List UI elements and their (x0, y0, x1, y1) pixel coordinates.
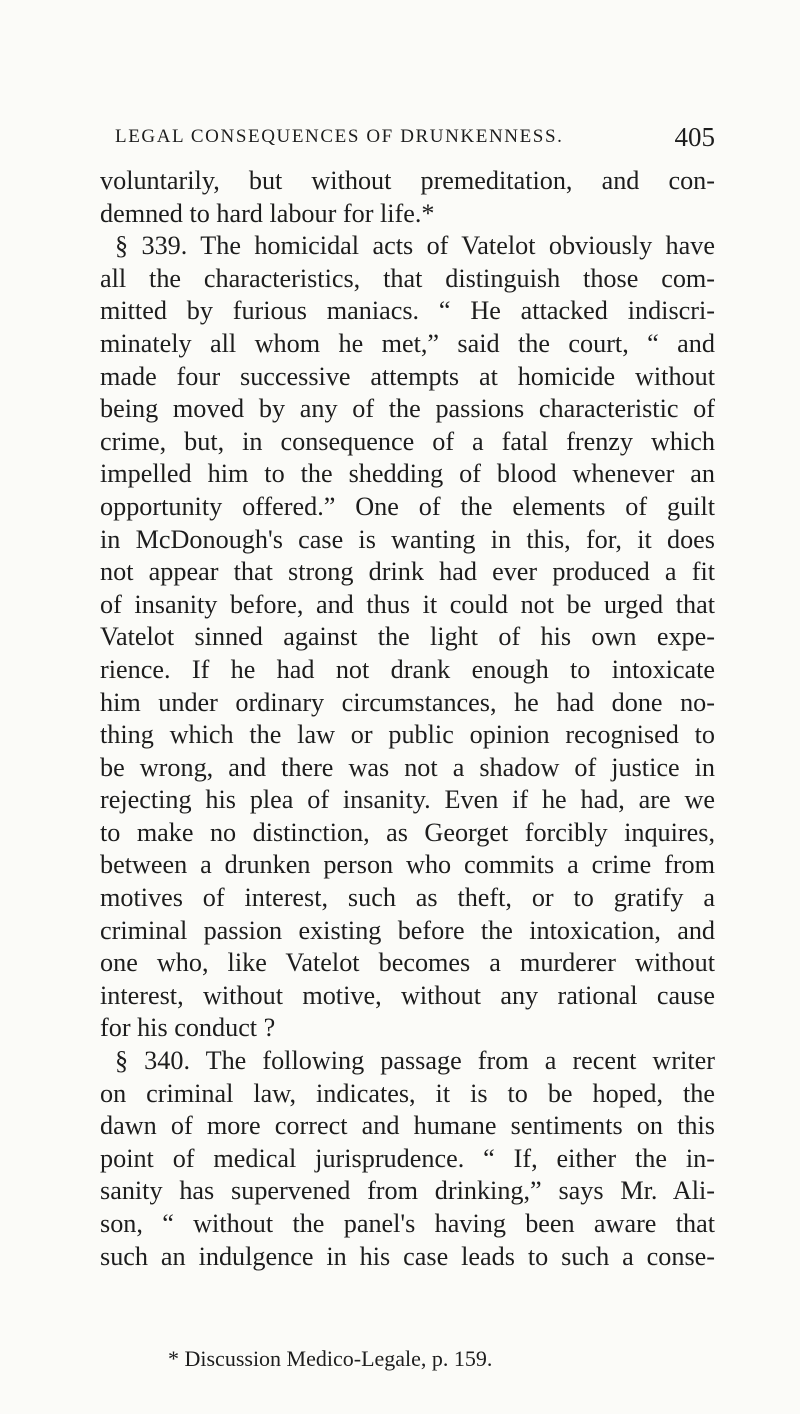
text-line: such an indulgence in his case leads to such a conse- (100, 1241, 715, 1271)
body-text (100, 165, 715, 1273)
text-line: on criminal law, indicates, it is to be hoped, the (100, 1078, 715, 1108)
text-line: being moved by any of the passions characteristic of (100, 394, 715, 424)
text-line: opportunity offered.” One of the elements of guilt (100, 491, 715, 521)
text-line: voluntarily, but without premeditation, and con- (100, 166, 715, 195)
text-line: minately all whom he met,” said the court, “ and (100, 328, 715, 358)
text-line: between a drunken person who commits a crime from (100, 850, 715, 880)
footnote: * Discussion Medico-Legale, p. 159. (168, 1346, 493, 1371)
text-line: one who, like Vatelot becomes a murderer without (100, 948, 715, 978)
text-line: impelled him to the shedding of blood whenever an (100, 459, 715, 489)
text-line: § 339. The homicidal acts of Vatelot obviously have (115, 231, 715, 261)
text-line: son, “ without the panel's having been aware that (100, 1209, 715, 1238)
page-number: 405 (674, 122, 715, 152)
text-line: to make no distinction, as Georget forcibly inquires, (100, 817, 715, 847)
text-line: criminal passion existing before the intoxication, and (100, 915, 715, 945)
text-line: point of medical jurisprudence. “ If, either the in- (100, 1143, 715, 1173)
text-line: him under ordinary circumstances, he had done no- (100, 687, 715, 717)
text-line: all the characteristics, that distinguish those com- (100, 263, 715, 293)
text-line: motives of interest, such as theft, or to gratify a (100, 883, 715, 913)
text-line: Vatelot sinned against the light of his own expe- (100, 622, 715, 652)
text-line: of insanity before, and thus it could not be urged that (100, 589, 715, 619)
text-line: in McDonough's case is wanting in this, for, it does (100, 524, 715, 554)
text-line: crime, but, in consequence of a fatal frenzy which (100, 426, 715, 456)
text-line: rejecting his plea of insanity. Even if he had, are we (100, 785, 715, 815)
text-line: interest, without motive, without any rational cause (100, 980, 715, 1010)
text-line: made four successive attempts at homicide without (100, 361, 715, 391)
text-line: for his conduct ? (100, 1013, 276, 1043)
text-line: § 340. The following passage from a recent writer (115, 1046, 715, 1076)
text-line: demned to hard labour for life.* (100, 198, 435, 228)
text-line: dawn of more correct and humane sentiments on this (100, 1111, 715, 1141)
text-line: not appear that strong drink had ever produced a fit (100, 557, 715, 587)
text-line: sanity has supervened from drinking,” says Mr. Ali- (100, 1176, 715, 1206)
page-header (115, 122, 715, 158)
text-line: thing which the law or public opinion recognised to (100, 720, 715, 750)
text-line: rience. If he had not drank enough to intoxicate (100, 654, 715, 684)
text-line: mitted by furious maniacs. “ He attacked indiscri- (100, 296, 715, 326)
text-line: be wrong, and there was not a shadow of justice in (100, 752, 715, 782)
running-head: LEGAL CONSEQUENCES OF DRUNKENNESS. (115, 126, 564, 147)
